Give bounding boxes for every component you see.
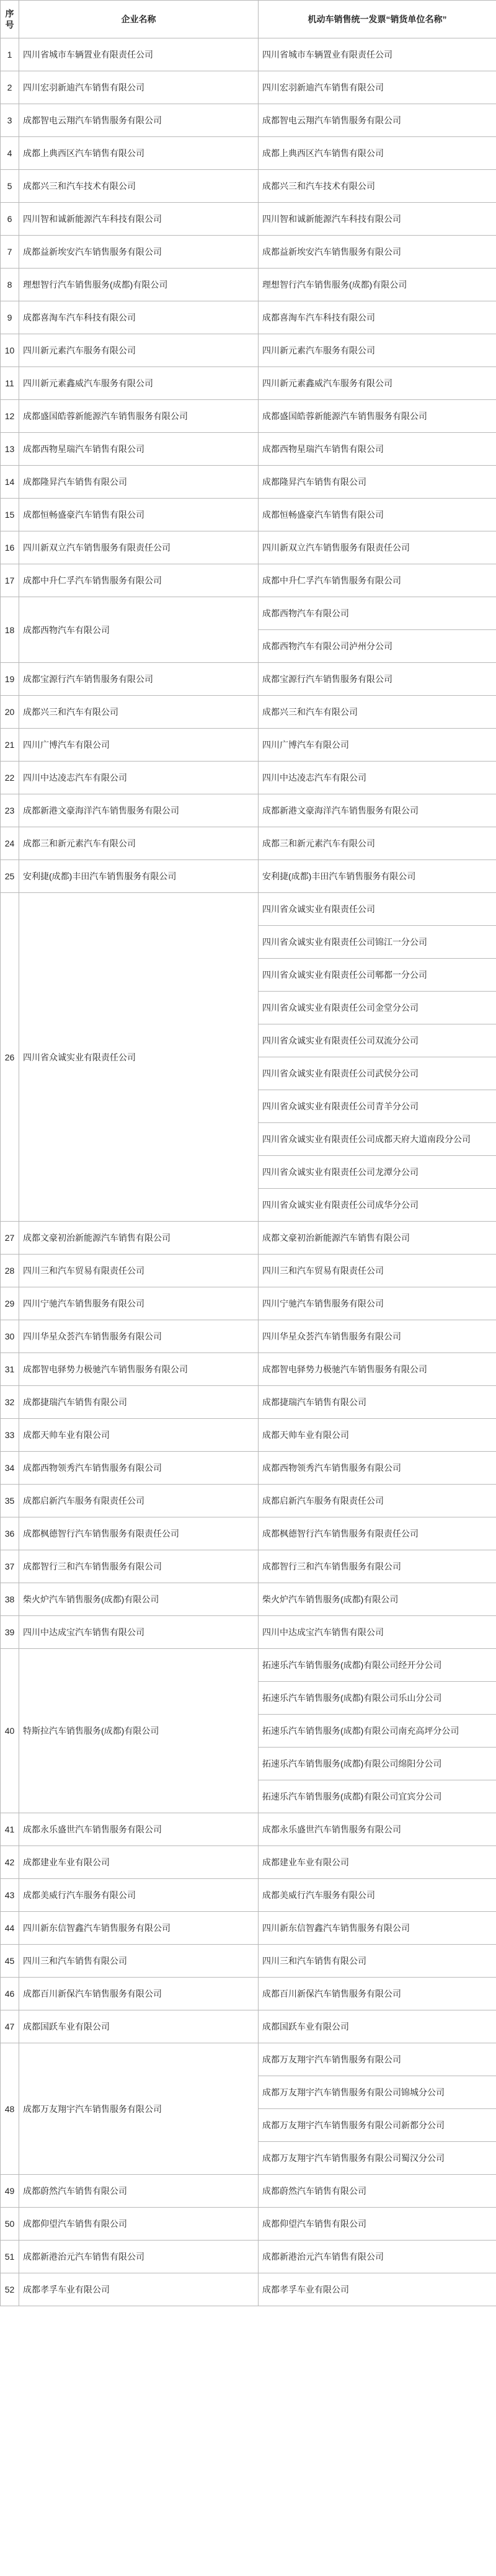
row-number: 39 (1, 1616, 19, 1649)
invoice-seller-name: 四川中达凌志汽车有限公司 (259, 762, 496, 794)
invoice-seller-name: 成都盛国皓蓉新能源汽车销售服务有限公司 (259, 400, 496, 433)
invoice-seller-name: 成都国跃车业有限公司 (259, 2010, 496, 2043)
row-number: 25 (1, 860, 19, 893)
table-row (1, 137, 496, 170)
row-number: 20 (1, 696, 19, 729)
company-name: 四川智和诚新能源汽车科技有限公司 (19, 203, 259, 236)
invoice-seller-name: 四川新元素鑫威汽车服务有限公司 (259, 367, 496, 400)
table-row (1, 400, 496, 433)
invoice-seller-name: 成都智电驿势力极驰汽车销售服务有限公司 (259, 1353, 496, 1386)
row-number: 28 (1, 1255, 19, 1287)
company-name: 成都百川新保汽车销售服务有限公司 (19, 1978, 259, 2010)
company-name: 成都捷瑞汽车销售有限公司 (19, 1386, 259, 1419)
invoice-seller-name: 成都万友翔宇汽车销售服务有限公司蜀汉分公司 (259, 2142, 496, 2175)
company-name: 四川新元素鑫威汽车服务有限公司 (19, 367, 259, 400)
invoice-seller-name: 四川三和汽车销售有限公司 (259, 1945, 496, 1978)
company-name: 特斯拉汽车销售服务(成都)有限公司 (19, 1649, 259, 1813)
row-number: 37 (1, 1550, 19, 1583)
company-name: 成都兴三和汽车技术有限公司 (19, 170, 259, 203)
company-name: 四川宏羽新迪汽车销售有限公司 (19, 71, 259, 104)
company-name: 成都上典西区汽车销售有限公司 (19, 137, 259, 170)
company-name: 成都国跃车业有限公司 (19, 2010, 259, 2043)
invoice-seller-name: 成都孝孚车业有限公司 (259, 2273, 496, 2306)
table-row (1, 1255, 496, 1287)
company-name: 安利捷(成都)丰田汽车销售服务有限公司 (19, 860, 259, 893)
table-row (1, 893, 496, 926)
company-name: 成都孝孚车业有限公司 (19, 2273, 259, 2306)
table-row (1, 367, 496, 400)
invoice-seller-name: 成都新港文豪海洋汽车销售服务有限公司 (259, 794, 496, 827)
invoice-seller-name: 四川新双立汽车销售服务有限责任公司 (259, 531, 496, 564)
invoice-seller-name: 拓速乐汽车销售服务(成都)有限公司南充高坪分公司 (259, 1715, 496, 1748)
invoice-seller-name: 成都隆昇汽车销售有限公司 (259, 466, 496, 499)
table-row (1, 1879, 496, 1912)
row-number: 3 (1, 104, 19, 137)
invoice-seller-name: 安利捷(成都)丰田汽车销售服务有限公司 (259, 860, 496, 893)
row-number: 12 (1, 400, 19, 433)
table-row (1, 104, 496, 137)
table-row (1, 2273, 496, 2306)
table-row (1, 1649, 496, 1682)
company-name: 成都隆昇汽车销售有限公司 (19, 466, 259, 499)
row-number: 16 (1, 531, 19, 564)
table-row (1, 794, 496, 827)
row-number: 22 (1, 762, 19, 794)
row-number: 5 (1, 170, 19, 203)
company-name: 四川中达成宝汽车销售有限公司 (19, 1616, 259, 1649)
invoice-seller-name: 四川新元素汽车服务有限公司 (259, 334, 496, 367)
company-name: 成都新港治元汽车销售有限公司 (19, 2241, 259, 2273)
row-number: 34 (1, 1452, 19, 1485)
invoice-seller-name: 成都西物领秀汽车销售服务有限公司 (259, 1452, 496, 1485)
table-row (1, 1517, 496, 1550)
company-name: 四川三和汽车销售有限公司 (19, 1945, 259, 1978)
row-number: 50 (1, 2208, 19, 2241)
invoice-seller-name: 成都万友翔宇汽车销售服务有限公司新都分公司 (259, 2109, 496, 2142)
table-row (1, 71, 496, 104)
invoice-seller-name: 四川广博汽车有限公司 (259, 729, 496, 762)
invoice-seller-name: 四川省众诚实业有限责任公司成都天府大道南段分公司 (259, 1123, 496, 1156)
row-number: 49 (1, 2175, 19, 2208)
table-row (1, 2208, 496, 2241)
invoice-seller-name: 成都恒畅盛豪汽车销售有限公司 (259, 499, 496, 531)
row-number: 30 (1, 1320, 19, 1353)
row-number: 21 (1, 729, 19, 762)
invoice-seller-name: 成都美威行汽车服务有限公司 (259, 1879, 496, 1912)
invoice-seller-name: 拓速乐汽车销售服务(成都)有限公司乐山分公司 (259, 1682, 496, 1715)
row-number: 48 (1, 2043, 19, 2175)
invoice-seller-name: 成都西物星瑞汽车销售有限公司 (259, 433, 496, 466)
row-number: 15 (1, 499, 19, 531)
company-name: 四川新元素汽车服务有限公司 (19, 334, 259, 367)
company-name: 成都西物汽车有限公司 (19, 597, 259, 663)
row-number: 8 (1, 269, 19, 301)
invoice-seller-name: 拓速乐汽车销售服务(成都)有限公司宜宾分公司 (259, 1780, 496, 1813)
row-number: 2 (1, 71, 19, 104)
invoice-seller-name: 成都兴三和汽车技术有限公司 (259, 170, 496, 203)
invoice-seller-name: 四川省众诚实业有限责任公司锦江一分公司 (259, 926, 496, 959)
row-number: 26 (1, 893, 19, 1222)
company-name: 成都智电云翔汽车销售服务有限公司 (19, 104, 259, 137)
table-row (1, 334, 496, 367)
row-number: 11 (1, 367, 19, 400)
invoice-seller-name: 四川三和汽车贸易有限责任公司 (259, 1255, 496, 1287)
table-row (1, 531, 496, 564)
company-name: 成都美威行汽车服务有限公司 (19, 1879, 259, 1912)
company-name: 四川新双立汽车销售服务有限责任公司 (19, 531, 259, 564)
row-number: 7 (1, 236, 19, 269)
row-number: 13 (1, 433, 19, 466)
row-number: 24 (1, 827, 19, 860)
invoice-seller-name: 四川省众诚实业有限责任公司金堂分公司 (259, 992, 496, 1024)
company-name: 四川宁驰汽车销售服务有限公司 (19, 1287, 259, 1320)
row-number: 36 (1, 1517, 19, 1550)
invoice-seller-name: 四川宁驰汽车销售服务有限公司 (259, 1287, 496, 1320)
row-number: 1 (1, 38, 19, 71)
invoice-seller-name: 四川新东信智鑫汽车销售服务有限公司 (259, 1912, 496, 1945)
company-name: 成都新港文豪海洋汽车销售服务有限公司 (19, 794, 259, 827)
table-row (1, 236, 496, 269)
company-name: 成都宝源行汽车销售服务有限公司 (19, 663, 259, 696)
invoice-seller-name: 成都中升仁孚汽车销售服务有限公司 (259, 564, 496, 597)
table-row (1, 1287, 496, 1320)
invoice-seller-name: 成都建业车业有限公司 (259, 1846, 496, 1879)
table-row (1, 1386, 496, 1419)
table-row (1, 269, 496, 301)
company-name: 成都仰望汽车销售有限公司 (19, 2208, 259, 2241)
company-name: 四川广博汽车有限公司 (19, 729, 259, 762)
row-number: 35 (1, 1485, 19, 1517)
invoice-seller-name: 成都上典西区汽车销售有限公司 (259, 137, 496, 170)
row-number: 38 (1, 1583, 19, 1616)
invoice-seller-name: 四川华星众荟汽车销售服务有限公司 (259, 1320, 496, 1353)
company-name: 成都中升仁孚汽车销售服务有限公司 (19, 564, 259, 597)
header-row (1, 1, 496, 38)
table-row (1, 1978, 496, 2010)
table-row (1, 433, 496, 466)
company-name: 成都蔚然汽车销售有限公司 (19, 2175, 259, 2208)
row-number: 9 (1, 301, 19, 334)
row-number: 14 (1, 466, 19, 499)
table-row (1, 1452, 496, 1485)
invoice-seller-name: 成都永乐盛世汽车销售服务有限公司 (259, 1813, 496, 1846)
invoice-seller-name: 成都智行三和汽车销售服务有限公司 (259, 1550, 496, 1583)
table-row (1, 499, 496, 531)
invoice-seller-name: 四川省众诚实业有限责任公司武侯分公司 (259, 1057, 496, 1090)
table-row (1, 1320, 496, 1353)
row-number: 17 (1, 564, 19, 597)
company-name: 理想智行汽车销售服务(成都)有限公司 (19, 269, 259, 301)
company-name: 成都兴三和汽车有限公司 (19, 696, 259, 729)
company-name: 成都文豪初治新能源汽车销售有限公司 (19, 1222, 259, 1255)
row-number: 52 (1, 2273, 19, 2306)
company-name: 四川华星众荟汽车销售服务有限公司 (19, 1320, 259, 1353)
invoice-seller-name: 成都智电云翔汽车销售服务有限公司 (259, 104, 496, 137)
table-row (1, 1353, 496, 1386)
row-number: 51 (1, 2241, 19, 2273)
row-number: 47 (1, 2010, 19, 2043)
company-name: 成都智电驿势力极驰汽车销售服务有限公司 (19, 1353, 259, 1386)
table-row (1, 1222, 496, 1255)
invoice-seller-name: 成都枫德智行汽车销售服务有限责任公司 (259, 1517, 496, 1550)
company-name: 成都益新埃安汽车销售服务有限公司 (19, 236, 259, 269)
invoice-seller-name: 拓速乐汽车销售服务(成都)有限公司绵阳分公司 (259, 1748, 496, 1780)
invoice-seller-name: 拓速乐汽车销售服务(成都)有限公司经开分公司 (259, 1649, 496, 1682)
company-name: 成都喜淘车汽车科技有限公司 (19, 301, 259, 334)
invoice-seller-name: 柴火炉汽车销售服务(成都)有限公司 (259, 1583, 496, 1616)
table-row (1, 729, 496, 762)
company-name: 成都万友翔宇汽车销售服务有限公司 (19, 2043, 259, 2175)
header-no: 序号 (1, 1, 19, 38)
invoice-seller-name: 四川省众诚实业有限责任公司郫都一分公司 (259, 959, 496, 992)
table-body (1, 38, 496, 2306)
company-name: 四川省众诚实业有限责任公司 (19, 893, 259, 1222)
row-number: 41 (1, 1813, 19, 1846)
company-name: 成都西物星瑞汽车销售有限公司 (19, 433, 259, 466)
invoice-seller-name: 成都西物汽车有限公司 (259, 597, 496, 630)
row-number: 23 (1, 794, 19, 827)
table-row (1, 1945, 496, 1978)
header-company: 企业名称 (19, 1, 259, 38)
table-row (1, 2010, 496, 2043)
company-name: 四川中达凌志汽车有限公司 (19, 762, 259, 794)
table-row (1, 762, 496, 794)
invoice-seller-name: 成都西物汽车有限公司泸州分公司 (259, 630, 496, 663)
company-name: 成都永乐盛世汽车销售服务有限公司 (19, 1813, 259, 1846)
company-name: 柴火炉汽车销售服务(成都)有限公司 (19, 1583, 259, 1616)
invoice-seller-name: 四川省众诚实业有限责任公司青羊分公司 (259, 1090, 496, 1123)
table-row (1, 564, 496, 597)
table-row (1, 1813, 496, 1846)
invoice-seller-name: 成都天帅车业有限公司 (259, 1419, 496, 1452)
table-row (1, 1485, 496, 1517)
invoice-seller-name: 成都兴三和汽车有限公司 (259, 696, 496, 729)
invoice-seller-name: 成都仰望汽车销售有限公司 (259, 2208, 496, 2241)
company-name: 四川新东信智鑫汽车销售服务有限公司 (19, 1912, 259, 1945)
company-name: 成都三和新元素汽车有限公司 (19, 827, 259, 860)
table-row (1, 1616, 496, 1649)
row-number: 4 (1, 137, 19, 170)
row-number: 42 (1, 1846, 19, 1879)
company-name: 成都盛国皓蓉新能源汽车销售服务有限公司 (19, 400, 259, 433)
table-row (1, 1912, 496, 1945)
invoice-seller-name: 成都新港治元汽车销售有限公司 (259, 2241, 496, 2273)
row-number: 46 (1, 1978, 19, 2010)
row-number: 32 (1, 1386, 19, 1419)
company-name: 成都建业车业有限公司 (19, 1846, 259, 1879)
row-number: 45 (1, 1945, 19, 1978)
invoice-seller-name: 成都百川新保汽车销售服务有限公司 (259, 1978, 496, 2010)
invoice-seller-name: 成都捷瑞汽车销售有限公司 (259, 1386, 496, 1419)
invoice-seller-name: 四川智和诚新能源汽车科技有限公司 (259, 203, 496, 236)
invoice-seller-name: 成都蔚然汽车销售有限公司 (259, 2175, 496, 2208)
row-number: 43 (1, 1879, 19, 1912)
invoice-seller-name: 成都启新汽车服务有限责任公司 (259, 1485, 496, 1517)
invoice-seller-name: 四川省众诚实业有限责任公司龙潭分公司 (259, 1156, 496, 1189)
table-row (1, 1583, 496, 1616)
row-number: 18 (1, 597, 19, 663)
invoice-seller-name: 成都三和新元素汽车有限公司 (259, 827, 496, 860)
row-number: 33 (1, 1419, 19, 1452)
row-number: 6 (1, 203, 19, 236)
invoice-seller-name: 理想智行汽车销售服务(成都)有限公司 (259, 269, 496, 301)
table-row (1, 597, 496, 630)
table-row (1, 38, 496, 71)
company-name: 四川省城市车辆置业有限责任公司 (19, 38, 259, 71)
company-name: 成都启新汽车服务有限责任公司 (19, 1485, 259, 1517)
row-number: 10 (1, 334, 19, 367)
invoice-seller-name: 四川省众诚实业有限责任公司 (259, 893, 496, 926)
table-row (1, 1846, 496, 1879)
company-name: 四川三和汽车贸易有限责任公司 (19, 1255, 259, 1287)
invoice-seller-name: 四川宏羽新迪汽车销售有限公司 (259, 71, 496, 104)
invoice-seller-name: 四川省众诚实业有限责任公司成华分公司 (259, 1189, 496, 1222)
company-name: 成都天帅车业有限公司 (19, 1419, 259, 1452)
invoice-seller-name: 成都万友翔宇汽车销售服务有限公司 (259, 2043, 496, 2076)
table-row (1, 663, 496, 696)
invoice-seller-name: 成都文豪初治新能源汽车销售有限公司 (259, 1222, 496, 1255)
invoice-seller-name: 四川中达成宝汽车销售有限公司 (259, 1616, 496, 1649)
company-name: 成都恒畅盛豪汽车销售有限公司 (19, 499, 259, 531)
row-number: 44 (1, 1912, 19, 1945)
table-row (1, 827, 496, 860)
invoice-seller-name: 成都益新埃安汽车销售服务有限公司 (259, 236, 496, 269)
table-row (1, 203, 496, 236)
table-row (1, 860, 496, 893)
table-row (1, 2043, 496, 2076)
table-row (1, 1419, 496, 1452)
company-name: 成都智行三和汽车销售服务有限公司 (19, 1550, 259, 1583)
row-number: 29 (1, 1287, 19, 1320)
header-invoice: 机动车销售统一发票“销货单位名称” (259, 1, 496, 38)
table-row (1, 170, 496, 203)
row-number: 19 (1, 663, 19, 696)
invoice-seller-name: 四川省众诚实业有限责任公司双流分公司 (259, 1024, 496, 1057)
table-row (1, 301, 496, 334)
company-name: 成都西物领秀汽车销售服务有限公司 (19, 1452, 259, 1485)
table-row (1, 1550, 496, 1583)
invoice-seller-name: 四川省城市车辆置业有限责任公司 (259, 38, 496, 71)
table-row (1, 466, 496, 499)
table-row (1, 2241, 496, 2273)
invoice-seller-name: 成都万友翔宇汽车销售服务有限公司锦城分公司 (259, 2076, 496, 2109)
row-number: 31 (1, 1353, 19, 1386)
company-name: 成都枫德智行汽车销售服务有限责任公司 (19, 1517, 259, 1550)
invoice-seller-name: 成都宝源行汽车销售服务有限公司 (259, 663, 496, 696)
row-number: 40 (1, 1649, 19, 1813)
invoice-seller-name: 成都喜淘车汽车科技有限公司 (259, 301, 496, 334)
row-number: 27 (1, 1222, 19, 1255)
table-row (1, 2175, 496, 2208)
table-row (1, 696, 496, 729)
